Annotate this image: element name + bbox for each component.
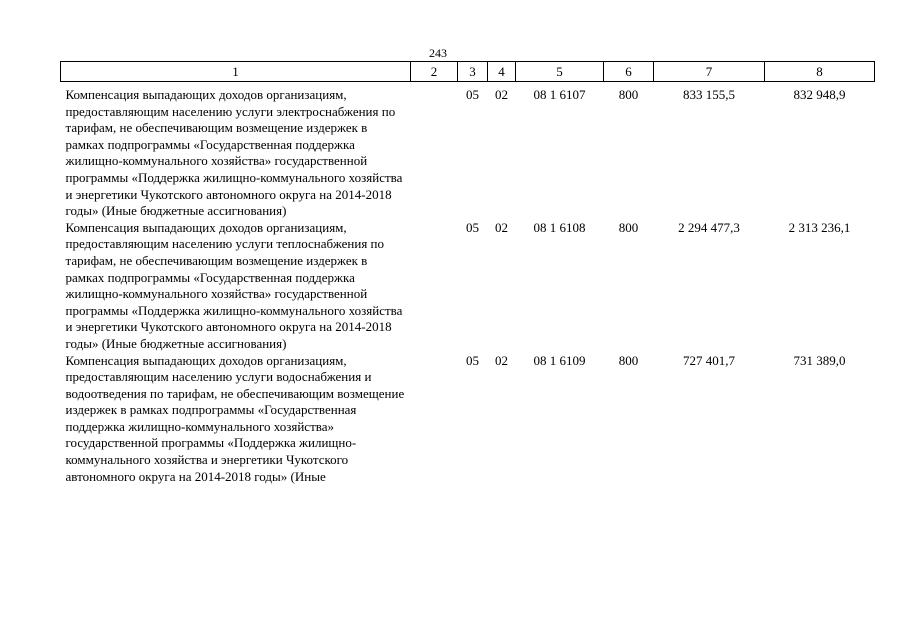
column-header-5: 5 <box>516 62 604 82</box>
amount-col8: 832 948,9 <box>793 87 846 102</box>
expense-name: Компенсация выпадающих доходов организациям, предоставляющим населению услуги теплоснабжения по тарифам, не обеспечивающим возмещение издержек в рамках подпрограммы «Государственная поддержка жилищно-коммунального хозяйства» государственной программы «Поддержка жилищно-коммунального хозяйства и энергетики Чукотского автономного округа на 2014-2018 годы» (Иные бюджетные ассигнования) <box>65 219 403 351</box>
cell-col2 <box>411 82 458 220</box>
column-header-6: 6 <box>604 62 654 82</box>
table-row <box>61 82 875 220</box>
table-row <box>61 220 875 353</box>
expense-name: Компенсация выпадающих доходов организациям, предоставляющим населению услуги водоснабжения и водоотведения по тарифам, не обеспечивающим возмещение издержек в рамках подпрограммы «Государственная поддержка жилищно-коммунального хозяйства» государственной программы «Поддержка жилищно-коммунального хозяйства и энергетики Чукотского автономного округа на 2014-2018 годы» (Иные <box>65 352 405 484</box>
subsection-code: 02 <box>495 87 508 102</box>
column-header-1: 1 <box>61 62 411 82</box>
target-code: 08 1 6108 <box>533 219 586 235</box>
section-code: 05 <box>466 352 479 368</box>
subsection-code: 02 <box>495 352 508 368</box>
page-number: 243 <box>429 46 447 60</box>
section-code: 05 <box>466 87 479 102</box>
column-header-7: 7 <box>654 62 765 82</box>
amount-col7: 833 155,5 <box>683 87 735 102</box>
expense-name: Компенсация выпадающих доходов организациям, предоставляющим населению услуги электроснабжения по тарифам, не обеспечивающим возмещение издержек в рамках подпрограммы «Государственная поддержка жилищно-коммунального хозяйства» государственной программы «Поддержка жилищно-коммунального хозяйства и энергетики Чукотского автономного округа на 2014-2018 годы» (Иные бюджетные ассигнования) <box>65 87 403 219</box>
target-code: 08 1 6109 <box>533 352 586 368</box>
column-header-8: 8 <box>765 62 875 82</box>
section-code: 05 <box>466 219 479 235</box>
subsection-code: 02 <box>495 219 508 235</box>
expense-type-code: 800 <box>618 219 639 235</box>
column-header-2: 2 <box>411 62 458 82</box>
budget-table <box>60 61 875 485</box>
cell-col2 <box>411 353 458 486</box>
expense-type-code: 800 <box>618 352 639 368</box>
table-row <box>61 353 875 486</box>
amount-col7: 2 294 477,3 <box>678 219 740 235</box>
column-header-3: 3 <box>458 62 488 82</box>
table-header-row <box>61 62 875 82</box>
target-code: 08 1 6107 <box>533 87 586 102</box>
amount-col8: 2 313 236,1 <box>788 219 851 235</box>
amount-col7: 727 401,7 <box>683 352 735 368</box>
cell-col2 <box>411 220 458 353</box>
expense-type-code: 800 <box>618 87 639 102</box>
amount-col8: 731 389,0 <box>793 352 846 368</box>
column-header-4: 4 <box>488 62 516 82</box>
